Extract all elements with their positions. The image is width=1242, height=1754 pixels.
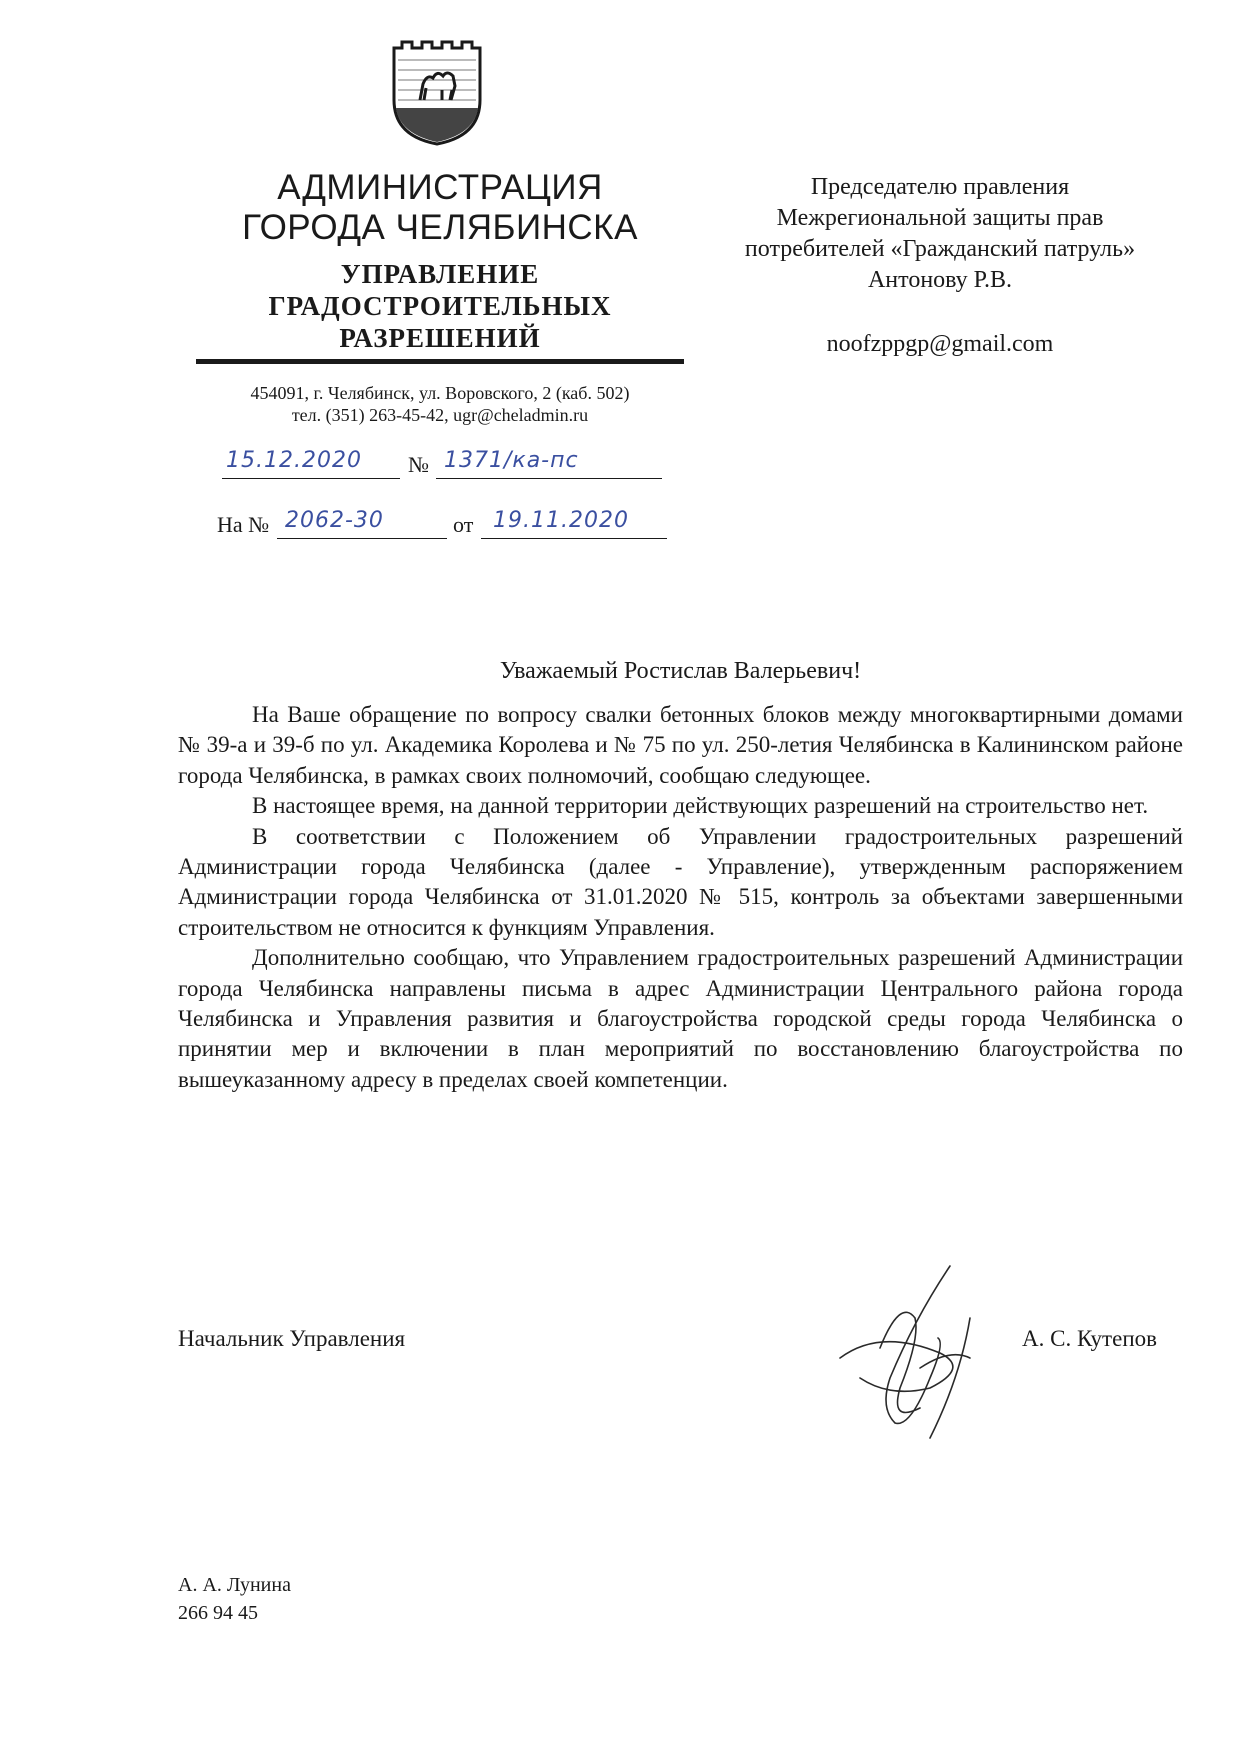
org-name-line1: АДМИНИСТРАЦИЯ xyxy=(277,168,603,207)
signatory-name: А. С. Кутепов xyxy=(1022,1326,1157,1351)
recipient-line1: Председателю правления xyxy=(810,174,1070,200)
outgoing-number: 1371/ка-пс xyxy=(444,448,579,473)
salutation: Уважаемый Ростислав Валерьевич! xyxy=(499,658,862,684)
org-contacts: тел. (351) 263-45-42, ugr@cheladmin.ru xyxy=(291,405,589,425)
executor-name: А. А. Лунина xyxy=(178,1574,291,1596)
number-label: № xyxy=(408,452,429,477)
dept-name-line3: РАЗРЕШЕНИЙ xyxy=(339,323,541,353)
reply-label: На № xyxy=(217,512,270,537)
number-underline xyxy=(436,478,662,479)
dept-name-line2: ГРАДОСТРОИТЕЛЬНЫХ xyxy=(268,291,612,321)
org-name-line2: ГОРОДА ЧЕЛЯБИНСКА xyxy=(242,208,638,247)
reply-number: 2062-30 xyxy=(285,508,384,533)
paragraph: В настоящее время, на данной территории действующих разрешений на строительство нет. xyxy=(252,793,1149,819)
org-address: 454091, г. Челябинск, ул. Воровского, 2 (каб. 502) xyxy=(250,383,630,403)
executor-phone: 266 94 45 xyxy=(178,1602,258,1624)
paragraph: В соответствии с Положением об Управлении градостроительных разрешений Администрации города Челябинска (далее - Управление), утвержденным распоряжением Администрации города Челябинска от 31.01.2020 № 515, контроль за объектами завершенными строительством не относится к функциям Управления. xyxy=(178,823,1183,940)
date-underline xyxy=(222,478,400,479)
recipient-email: noofzppgp@gmail.com xyxy=(826,331,1054,357)
header-divider xyxy=(196,359,684,364)
letter-body xyxy=(178,700,1183,1095)
reply-date: 19.11.2020 xyxy=(493,508,629,533)
dept-name-line1: УПРАВЛЕНИЕ xyxy=(340,259,540,289)
coat-of-arms-icon xyxy=(390,38,484,146)
recipient-line3: потребителей «Гражданский патруль» xyxy=(744,236,1136,262)
paragraph: На Ваше обращение по вопросу свалки бетонных блоков между многоквартирными домами № 39-а и 39-б по ул. Академика Королева и № 75 по ул. 250-летия Челябинска в Калининском районе города Челябинска, в рамках своих полномочий, сообщаю следующее. xyxy=(178,702,1183,788)
reply-date-underline xyxy=(481,538,667,539)
reply-number-underline xyxy=(277,538,447,539)
outgoing-date: 15.12.2020 xyxy=(226,448,362,473)
recipient-line4: Антонову Р.В. xyxy=(867,267,1013,293)
outgoing-registration xyxy=(222,446,662,482)
recipient-line2: Межрегиональной защиты прав xyxy=(776,205,1104,231)
paragraph: Дополнительно сообщаю, что Управлением градостроительных разрешений Администрации города Челябинска направлены письма в адрес Администрации Центрального района города Челябинска и Управления развития и благоустройства городской среды города Челябинска о принятии мер и включении в план мероприятий по восстановлению благоустройства по вышеуказанному адресу в пределах своей компетенции. xyxy=(178,945,1183,1092)
reply-registration xyxy=(217,508,657,544)
reply-from-label: от xyxy=(453,512,474,537)
handwritten-signature-icon xyxy=(820,1258,1010,1448)
signatory-position: Начальник Управления xyxy=(178,1326,406,1351)
